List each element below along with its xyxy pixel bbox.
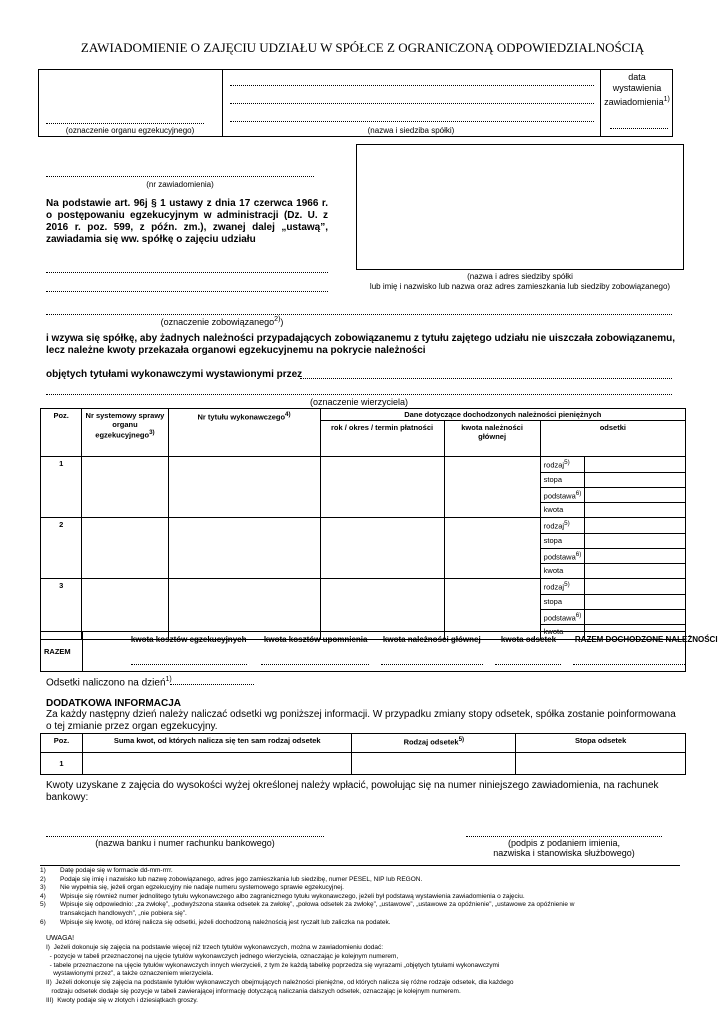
row-poz: 1 [41, 457, 82, 518]
razem-cells [82, 632, 718, 672]
razem-col-suma: RAZEM DOCHODZONE NALEŻNOŚCI [574, 635, 718, 644]
odsetki-kwota: kwota [540, 625, 585, 640]
kwoty-text: Kwoty uzyskane z zajęcia do wysokości wyżej określonej należy wpłacić, powołując się na numer niniejszego zawiadomienia, na rachunek bankowy: [46, 780, 659, 803]
footnote-number: 6) [40, 918, 46, 926]
footnotes [40, 867, 690, 927]
address-label-2: lub imię i nazwisko lub nazwa oraz adres zamieszkania lub siedziby zobowiązanego) [369, 282, 671, 291]
nr-field[interactable] [46, 176, 314, 177]
footnote-text: Wpisuje się odpowiednio: „za zwłokę”, „podwyższona stawka odsetek za zwłokę”, „połowa odsetek za zwłokę”, „ustawowe”, „ustawowe za opóźnienie”, „ustawowe za opóźnienie w [60, 901, 575, 909]
razem-label: RAZEM [41, 632, 83, 672]
footnote [40, 867, 690, 876]
odsetki-value[interactable] [585, 533, 686, 548]
uwaga-heading: UWAGA! [46, 935, 75, 942]
footnote-text: transakcjach handlowych”, „nie pobiera się”. [60, 909, 187, 917]
zobowiazany-label: (oznaczenie zobowiązanego$^{2)}$) [160, 316, 284, 327]
dod-th-suma: Suma kwot, od których nalicza się ten sam rodzaj odsetek [82, 734, 352, 753]
uwaga-line: II) Jeżeli dokonuje się zajęcia na podstawie tytułów wykonawczych obejmujących należności pieniężne, od których nalicza się różne rodzaje odsetek, dla każdego [46, 979, 514, 987]
razem-col-naleznosc: kwota należności głównej [382, 635, 481, 644]
footnote-text: Podaje się imię i nazwisko lub nazwę zobowiązanego, adres jego zamieszkania lub siedzibę, numer PESEL, NIP lub REGON. [60, 875, 423, 883]
odsetki-rodzaj: rodzaj$^{5)}$ [540, 579, 585, 595]
dodatkowa-table [40, 733, 686, 775]
odsetki-naliczono: Odsetki naliczono na dzień$^{1)}$ [46, 676, 172, 689]
footnote [40, 893, 690, 902]
footnote [40, 910, 690, 919]
podpis-label-2: nazwiska i stanowiska służbowego) [493, 848, 635, 858]
footnote [40, 901, 690, 910]
footnote [40, 884, 690, 893]
odsetki-kwota: kwota [540, 503, 585, 518]
wzywa-text: i wzywa się spółkę, aby żadnych należności przypadających zobowiązanemu z tytułu zajętego udziału nie uiszczała zobowiązanemu, lecz należne kwoty przekazała organowi egzekucyjnemu na pokrycie należności [46, 333, 676, 356]
odsetki-stopa: stopa [540, 472, 585, 487]
dod-th-rodzaj: Rodzaj odsetek$^{5)}$ [352, 734, 516, 753]
uwaga-line: rodzaju odsetek dodaje się pozycje w tabeli zawierającej informację dotyczącą naliczania dalszych odsetek, oznaczając je kolejnym numerem. [46, 987, 461, 995]
footnote-number: 1) [40, 867, 46, 874]
odsetki-date-field[interactable] [170, 684, 254, 685]
odsetki-value[interactable] [585, 548, 686, 564]
footnote [40, 919, 690, 928]
zobowiazany-field-2[interactable] [46, 291, 328, 292]
uwaga-line: wystawionymi przez”, a także oznaczeniem wierzyciela. [46, 970, 214, 978]
dodatkowa-heading: DODATKOWA INFORMACJA [46, 698, 181, 709]
dod-cell-suma[interactable] [82, 753, 352, 775]
cell-kwota[interactable] [444, 457, 540, 518]
th-nr-tyt: Nr tytułu wykonawczego$^{4)}$ [168, 409, 320, 457]
footnote-number: 4) [40, 892, 46, 900]
spolka-label: (nazwa i siedziba spółki) [367, 126, 455, 135]
th-poz: Poz. [41, 409, 82, 457]
address-box[interactable] [356, 144, 684, 270]
cell-kwota[interactable] [444, 518, 540, 579]
odsetki-podstawa: podstawa$^{6)}$ [540, 609, 585, 625]
th-rok: rok / okres / termin płatności [320, 421, 444, 457]
spolka-field-3[interactable] [230, 121, 594, 122]
th-odsetki: odsetki [540, 421, 685, 457]
address-label-1: (nazwa i adres siedziby spółki [467, 272, 573, 281]
odsetki-value[interactable] [585, 579, 686, 595]
razem-col-odsetki: kwota odsetek [500, 635, 557, 644]
objetych-text: objętych tytułami wykonawczymi wystawionymi przez [46, 369, 303, 380]
date-field[interactable] [610, 128, 668, 129]
footnote-number: 5) [40, 901, 46, 909]
th-dane: Dane dotyczące dochodzonych należności pieniężnych [320, 409, 685, 421]
page-title: ZAWIADOMIENIE O ZAJĘCIU UDZIAŁU W SPÓŁCE Z OGRANICZONĄ ODPOWIEDZIALNOŚCIĄ [80, 40, 645, 55]
main-table [40, 408, 686, 640]
footnote [40, 876, 690, 885]
zobowiazany-field-1[interactable] [46, 272, 328, 273]
odsetki-value[interactable] [585, 472, 686, 487]
odsetki-value[interactable] [585, 594, 686, 609]
date-label: data wystawienia zawiadomienia$^{1)}$ [604, 72, 670, 107]
odsetki-value[interactable] [585, 487, 686, 503]
uwaga-line: III) Kwoty podaje się w złotych i dziesiątkach groszy. [46, 996, 198, 1004]
odsetki-podstawa: podstawa$^{6)}$ [540, 487, 585, 503]
wierzyciel-field-1[interactable] [300, 378, 672, 379]
odsetki-value[interactable] [585, 609, 686, 625]
th-nr-sys: Nr systemowy sprawy organu egzekucyjnego$^{3)}$ [82, 409, 168, 457]
odsetki-value[interactable] [585, 518, 686, 534]
dod-th-poz: Poz. [41, 734, 83, 753]
cell-nr-sys[interactable] [82, 518, 168, 579]
razem-table [40, 631, 718, 672]
uwaga-line: I) Jeżeli dokonuje się zajęcia na podstawie więcej niż trzech tytułów wykonawczych, można w zawiadomieniu dodać: [46, 944, 384, 951]
footnote-text: Wpisuje się kwotę, od której nalicza się odsetki, jeżeli dochodzoną należnością jest ryczałt lub zaliczka na podatek. [60, 918, 391, 926]
organ-field[interactable] [46, 123, 204, 124]
odsetki-stopa: stopa [540, 533, 585, 548]
wierzyciel-label: (oznaczenie wierzyciela) [309, 397, 409, 407]
odsetki-rodzaj: rodzaj$^{5)}$ [540, 457, 585, 473]
uwaga-line: - pozycje w tabeli przeznaczonej na ujęcie tytułów wykonawczych jednego wierzyciela, oznaczając je kolejnym numerem, [46, 952, 399, 960]
podpis-field[interactable] [466, 836, 662, 837]
razem-field-suma[interactable] [573, 664, 685, 665]
bank-label: (nazwa banku i numer rachunku bankowego) [95, 838, 275, 848]
uwaga-line: - tabele przeznaczone na ujęcie tytułów wykonawczych innych wierzycieli, z tym że każdą tabelkę poprzedza się wyrazami „objętych tytułami wykonawczymi [46, 961, 500, 969]
wierzyciel-field-2[interactable] [46, 394, 672, 395]
razem-col-upomnienie: kwota kosztów upomnienia [263, 635, 368, 644]
razem-field-upomnienie[interactable] [261, 664, 369, 665]
bank-field[interactable] [46, 836, 324, 837]
dod-th-stopa: Stopa odsetek [516, 734, 686, 753]
footnote-number: 3) [40, 884, 46, 892]
uwaga-list [46, 944, 696, 1006]
podpis-label-1: (podpis z podaniem imienia, [507, 838, 621, 848]
footnote-text: Nie wypełnia się, jeżeli organ egzekucyjny nie nadaje numeru systemowego sprawie egzekucyjnej. [60, 884, 344, 892]
legal-text: Na podstawie art. 96j § 1 ustawy z dnia 17 czerwca 1966 r. o postępowaniu egzekucyjnym w administracji (Dz. U. z 2016 r. poz. 599, z późn. zm.), zwanej dalej „ustawą”, zawiadamia się ww. spółkę o zajęciu udziału [46, 198, 328, 245]
cell-nr-sys[interactable] [82, 457, 168, 518]
cell-rok[interactable] [320, 457, 444, 518]
odsetki-value[interactable] [585, 564, 686, 579]
dod-cell-stopa[interactable] [516, 753, 686, 775]
footnote-number [40, 910, 60, 919]
odsetki-value[interactable] [585, 503, 686, 518]
dod-cell-rodzaj[interactable] [352, 753, 516, 775]
razem-field-odsetki[interactable] [495, 664, 561, 665]
spolka-field-1[interactable] [230, 85, 594, 86]
razem-col-koszty: kwota kosztów egzekucyjnych [130, 635, 247, 644]
nr-label: (nr zawiadomienia) [146, 180, 214, 189]
footnote-number: 2) [40, 875, 46, 883]
row-poz: 2 [41, 518, 82, 579]
dod-row-poz: 1 [41, 753, 83, 775]
cell-rok[interactable] [320, 518, 444, 579]
razem-field-naleznosc[interactable] [381, 664, 483, 665]
row-poz: 3 [41, 579, 82, 640]
cell-nr-tyt[interactable] [168, 457, 320, 518]
odsetki-stopa: stopa [540, 594, 585, 609]
odsetki-value[interactable] [585, 457, 686, 473]
dodatkowa-text: Za każdy następny dzień należy naliczać odsetki wg poniższej informacji. W przypadku zmiany stopy odsetek, spółka zostanie poinformowana o tej zmianie przez organ egzekucyjny. [46, 709, 676, 732]
th-kwota: kwota należności głównej [444, 421, 540, 457]
footnote-text: Wpisuje się również numer jednolitego tytułu wykonawczego albo zagranicznego tytułu wykonawczego, jeżeli był podstawą wystawienia zawiadomienia o zajęciu. [60, 892, 525, 900]
cell-nr-tyt[interactable] [168, 518, 320, 579]
odsetki-rodzaj: rodzaj$^{5)}$ [540, 518, 585, 534]
razem-field-koszty[interactable] [131, 664, 247, 665]
footnote-text: Datę podaje się w formacie dd-mm-rrrr. [60, 867, 173, 874]
spolka-field-2[interactable] [230, 103, 594, 104]
zobowiazany-field-3[interactable] [46, 314, 672, 315]
odsetki-podstawa: podstawa$^{6)}$ [540, 548, 585, 564]
odsetki-kwota: kwota [540, 564, 585, 579]
organ-label: (oznaczenie organu egzekucyjnego) [65, 126, 195, 135]
